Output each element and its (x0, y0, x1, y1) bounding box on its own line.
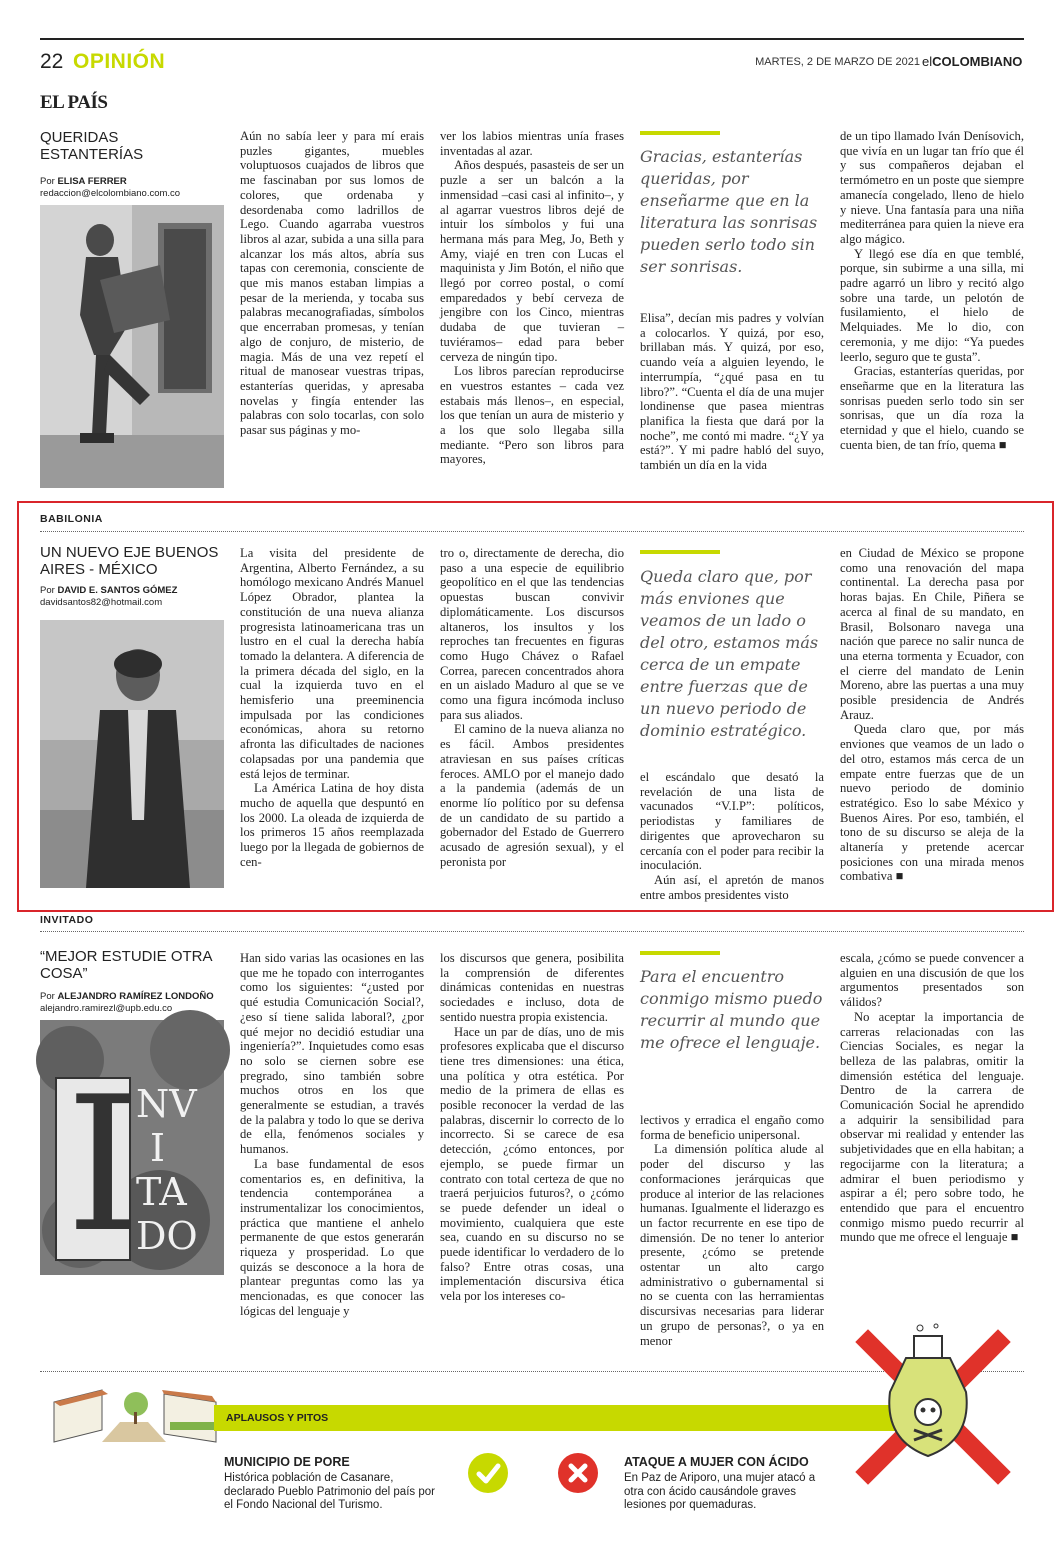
article3-divider (40, 931, 1024, 932)
source-logo-el-pais: EL PAÍS (40, 92, 108, 113)
article1-pull-quote: Gracias, estanterías queridas, por enseñarme que en la literatura las sonrisas pueden serlo todo sin ser sonrisas. (640, 147, 818, 276)
article1-column-1: Aún no sabía leer y para mí erais puzles gigantes, muebles voluptuosos cuajados de libros que me fascinaban por sus lomos de colores, que ordenaba y desordenaba como ladrillos de Lego. Cuando agarraba vuestros libros al azar, subida a una silla para alcanzar los más altos, abría sus tapas con ceremonia, consciente de que mis manos estaban limpias a pesar de la merienda, y tocaba sus palabras mecanografiadas, símbolos que encerraban promesas, y tenían algo de conjuro, de misterio, de magia. Más de una vez repetí el ritual de manosear vuestras tripas, estanterías queridas, y apresaba novelas y fingía entender las palabras con solo tocarlas, con solo pasar sus páginas y mo- (240, 129, 424, 438)
article1-title: QUERIDAS ESTANTERÍAS (40, 129, 144, 163)
section-title: OPINIÓN (73, 50, 166, 73)
article1-column-3: Elisa”, decían mis padres y volvían a colocarlos. Y quizá, por eso, brillaban más. Y quizá, por eso, cuando veía a alguien leyendo, le interrumpía, “¿qué pasa en tu libro?”. “Cuenta el día de una mujer londinense que pasea mientras planifica la fiesta que dará por la noche”, me contó mi madre. “¿Y ya está?”. Y mi padre habló del suyo, también un día en la vida (640, 311, 824, 473)
article2-column-1: La visita del presidente de Argentina, Alberto Fernández, a su homólogo mexicano Andrés Manuel López Obrador, plantea la constitución de una nueva alianza progresista latinoamericana tras un lustro en el cual la derecha había tomado la delantera. A diferencia de la primera década del siglo, en la cual la izquierda tuvo en el hemisferio una preeminencia impulsada por las condiciones económicas, ahora su retorno afronta las dificultades de naciones colapsadas por una pandemia que está lejos de terminar. La América Latina de hoy dista mucho de aquella que despuntó en los 2000. La oleada de izquierda de los primeros 15 años reemplazada luego por la llegada de gobiernos de cen- (240, 546, 424, 869)
article3-email[interactable]: alejandro.ramirezl@upb.edu.co (40, 1003, 173, 1014)
article2-byline: Por DAVID E. SANTOS GÓMEZ (40, 585, 178, 596)
article2-email[interactable]: davidsantos82@hotmail.com (40, 597, 163, 608)
article3-pull-quote: Para el encuentro conmigo mismo puedo recurrir al mundo que me ofrece el lenguaje. (640, 967, 823, 1052)
invitado-artwork (40, 1020, 224, 1275)
article3-quote-bar (640, 951, 720, 955)
article3-kicker: INVITADO (40, 914, 94, 926)
top-rule (40, 38, 1024, 40)
article1-column-4: de un tipo llamado Iván Denísovich, que vivía en un lugar tan frío que él y sus compañeros dejaban el termómetro en un poste que siempre amanecía congelado, lleno de hielo y nieve. Una fantasía para una niña mediterránea para quien la nieve era algo mágico. Y llegó ese día en que temblé, porque, sin subirme a una silla, mi padre agarró un libro y recitó algo sobre una tarde, un pelotón de fusilamiento, el hielo de Melquiades. Me lo dio, con ceremonia, y me dijo: “Ya puedes leerlo, seguro que te gusta”. Gracias, estanterías queridas, por enseñarme que en la literatura las sonrisas pueden serlo todo sin ser sonrisas, que un día roza la eternidad y que el hielo, cuando se cuenta bien, de tan frío, quema ■ (840, 129, 1024, 452)
applause-right-text: En Paz de Ariporo, una mujer atacó a otra con ácido causándole graves lesiones por quemaduras. (624, 1472, 816, 1511)
statue-reading-photo (40, 205, 224, 488)
article2-column-2: tro o, directamente de derecha, dio paso a una especie de equilibrio geopolítico en el que las tendencias opuestas buscan convivir diplomáticamente. Los discursos altaneros, los insultos y los reproches tan frecuentes en figuras como Hugo Chávez o Rafael Correa, parecen concentrados ahora en un aislado Maduro al que se ve como una figura incómoda incluso para sus aliados. El camino de la nueva alianza no es fácil. Ambos presidentes atraviesan en sus países críticas feroces. AMLO por el manejo dado a la pandemia (además de un enorme lío político por su defensa de un candidato de su partido a gobernador del Estado de Guerrero acusado de agresión sexual), y el peronista por (440, 546, 624, 869)
page-number: 22 (40, 50, 64, 73)
article3-title: “MEJOR ESTUDIE OTRA COSA” (40, 948, 212, 982)
article3-column-2: los discursos que genera, posibilita la comprensión de diferentes dinámicas contenidas en nuestras sociedades e incluso, dota de sentido nuestra propia existencia. Hace un par de días, uno de mis profesores explicaba que el discurso tiene tres dimensiones: una ética, una política y otra estética. Por medio de la primera de ellas es posible reconocer la verdad de las palabras, discernir lo correcto de lo incorrecto. Si se carece de esa detección, ¿cómo entonces, por ejemplo, se puede firmar un contrato con total certeza de que no traerá perjuicios futuros?, o ¿cómo se puede defender un ideal o movimiento, cualquiera que este sea, cuando en su discurso no se puede identificar lo verdadero de lo falso? Entre otras cosas, una implementación discursiva ética vela por los intereses co- (440, 951, 624, 1304)
article1-quote-bar (640, 131, 720, 135)
applause-check-icon (468, 1453, 508, 1493)
article2-quote-bar (640, 550, 720, 554)
article2-kicker: BABILONIA (40, 513, 103, 525)
invitado-letters: NV I TA DO (136, 1082, 198, 1258)
article1-column-2: ver los labios mientras unía frases inventadas al azar. Años después, pasasteis de ser un puzle a ser un balcón a la inmensidad –casi casi al infinito–, y al agarrar vuestros libros dejé de intuir los símbolos y fui una hermana más para Meg, Jo, Beth y Amy, viajé en tren con Lucas el maquinista y Jim Botón, el niño que llegó por correo postal, o comí emparedados y bebí cerveza de jengibre con los Cinco, mientras dudaba de que tuvieran –tuviéramos– edad para beber cerveza de ningún tipo. Los libros parecían reproducirse en vuestros estantes – cada vez estabais más llenos–, en especial, los que tenían un aura de misterio y a los que solo llegaba silla mediante. “Pero son libros para mayores, (440, 129, 624, 467)
applause-right-title: ATAQUE A MUJER CON ÁCIDO (624, 1455, 809, 1469)
pore-town-illustration (44, 1382, 224, 1447)
edition-date: MARTES, 2 DE MARZO DE 2021 (755, 56, 920, 68)
applause-left-title: MUNICIPIO DE PORE (224, 1455, 350, 1469)
invitado-big-letter: I (66, 1056, 140, 1273)
article1-byline: Por ELISA FERRER (40, 176, 127, 187)
article2-title: UN NUEVO EJE BUENOS AIRES - MÉXICO (40, 544, 219, 578)
article3-byline: Por ALEJANDRO RAMÍREZ LONDOÑO (40, 991, 214, 1002)
author-portrait-photo (40, 620, 224, 888)
article3-column-1: Han sido varias las ocasiones en las que me he topado con interrogantes como los siguientes: “¿usted por qué estudia Comunicación Social?, ¿eso sí tiene salida laboral?, ¿por qué mejor no decidió estudiar una ingeniería?”. Inquietudes como esas no solo se ciernen sobre ese pregrado, sino también sobre muchos otros en los que generalmente se estudian, a través de la palabra y todo lo que se deriva de ella, fenómenos sociales y humanos. La base fundamental de esos comentarios es, en definitiva, la tendencia contemporánea a instrumentalizar los conocimientos, práctica que mantiene el anhelo permanente de que estos generarán riqueza y prosperidad. Lo que quizás se desconoce a la hora de plantear preguntas como las ya mencionadas, es que conocer las lógicas del lenguaje y (240, 951, 424, 1318)
applause-title: APLAUSOS Y PITOS (226, 1412, 329, 1424)
article2-column-4: en Ciudad de México se propone como una renovación del mapa continental. La derecha pasa por horas bajas. En Chile, Piñera se acerca al final de su mandato, en Brasil, Bolsonaro navega una nación que parece no salir nunca de una eterna tormenta y Ecuador, con el cierre del mandato de Lenin Moreno, abre las puertas a una muy posible presidencia de Andrés Arauz. Queda claro que, por más enviones que veamos de un lado o del otro, estamos más cerca de un empate entre fuerzas que de un nuevo periodo de dominio estratégico. Eso lo sabe México y Buenos Aires. Por eso, también, el tono de su discurso se aleja de la altanería y pretende acercar posiciones con una mirada menos combativa ■ (840, 546, 1024, 884)
newspaper-brand: elCOLOMBIANO (922, 54, 1023, 69)
article1-email[interactable]: redaccion@elcolombiano.com.co (40, 188, 181, 199)
applause-left-text: Histórica población de Casanare, declarado Pueblo Patrimonio del país por el Fondo Nacional del Turismo. (224, 1472, 435, 1511)
acid-bottle-illustration (848, 1322, 1018, 1482)
pito-x-icon (558, 1453, 598, 1493)
article2-divider (40, 531, 1024, 532)
article3-column-3: lectivos y erradica el engaño como forma de beneficio unipersonal. La dimensión política alude al poder del discurso y las conformaciones jerárquicas que produce al interior de las relaciones humanas. Igualmente el liderazgo es un factor recurrente en ese tipo de dimensión. De no tener lo anterior presente, ¿cómo se pretende ostentar un alto cargo administrativo o gubernamental si no se cuenta con las herramientas discursivas necesarias para liderar un grupo de personas?, o ya en menor (640, 1113, 824, 1348)
article2-pull-quote: Queda claro que, por más enviones que veamos de un lado o del otro, estamos más cerca de un empate entre fuerzas que de un nuevo periodo de dominio estratégico. (640, 567, 819, 740)
article3-column-4: escala, ¿cómo se puede convencer a alguien en una discusión de que los argumentos presentados son válidos? No aceptar la importancia de carreras relacionadas con las Ciencias Sociales, es negar la belleza de las palabras, omitir la dimensión estética del lenguaje. Dentro de la carrera de Comunicación Social he aprendido a adquirir la sensibilidad para observar mi realidad y entender las subjetividades que en ella habitan; a regocijarme con la literatura; a admirar el buen periodismo y aspirar a él; pero sobre todo, he entendido que para el encuentro conmigo mismo puedo recurrir al mundo que me ofrece el lenguaje ■ (840, 951, 1024, 1245)
article2-column-3: el escándalo que desató la revelación de una lista de vacunados “V.I.P”: políticos, periodistas y familiares de dirigentes que aprovecharon su cercanía con el poder para recibir la inoculación. Aún así, el apretón de manos entre ambos presidentes visto (640, 770, 824, 902)
